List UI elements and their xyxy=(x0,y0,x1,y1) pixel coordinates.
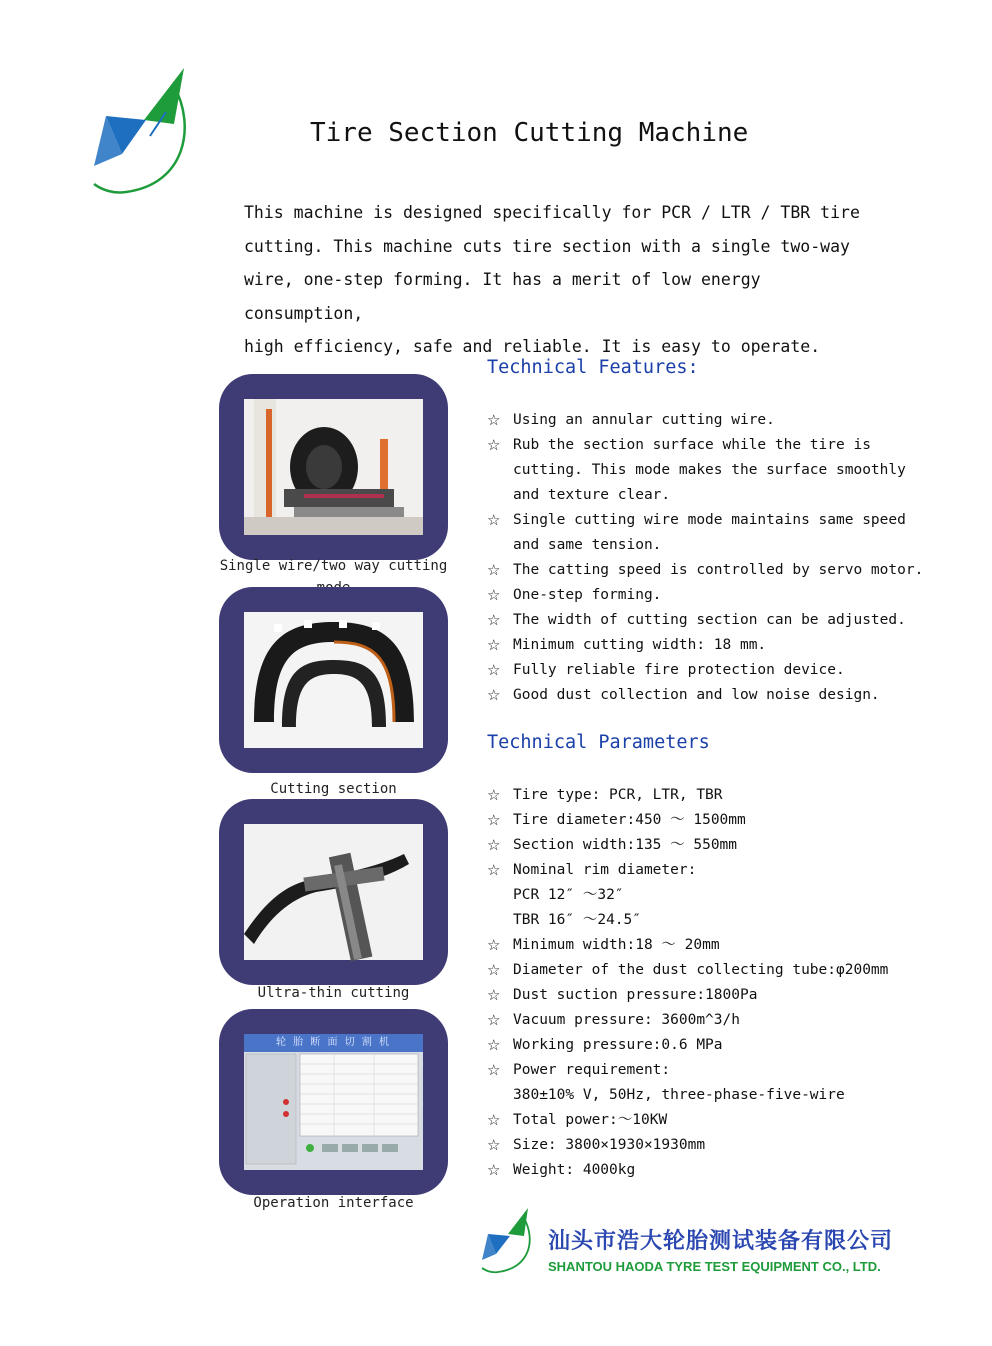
ultrathin-photo xyxy=(244,824,423,960)
list-item-text: Nominal rim diameter: xyxy=(513,862,697,878)
photo-frame-ultrathin xyxy=(219,799,448,985)
list-item-text: Fully reliable fire protection device. xyxy=(513,662,845,678)
star-bullet-icon: ☆ xyxy=(487,786,501,804)
list-item xyxy=(487,933,967,958)
list-item-text: Size: 3800×1930×1930mm xyxy=(513,1137,706,1153)
list-item-continuation xyxy=(487,483,967,508)
list-item xyxy=(487,833,967,858)
list-item-text: Diameter of the dust collecting tube:φ200mm xyxy=(513,962,889,978)
list-item-text: The width of cutting section can be adjusted. xyxy=(513,612,906,628)
parameters-list xyxy=(487,783,967,1183)
list-item-continuation xyxy=(487,533,967,558)
list-item-text: Vacuum pressure: 3600m^3/h xyxy=(513,1012,740,1028)
list-item xyxy=(487,808,967,833)
star-bullet-icon: ☆ xyxy=(487,561,501,579)
list-item xyxy=(487,683,967,708)
list-item xyxy=(487,1033,967,1058)
list-item xyxy=(487,858,967,883)
indent-spacer xyxy=(487,883,513,908)
star-bullet-icon: ☆ xyxy=(487,936,501,954)
star-bullet-icon: ☆ xyxy=(487,1111,501,1129)
star-bullet-icon: ☆ xyxy=(487,1161,501,1179)
list-item xyxy=(487,633,967,658)
list-item-text: Good dust collection and low noise design. xyxy=(513,687,880,703)
list-item xyxy=(487,983,967,1008)
list-item-text: Minimum width:18 ～ 20mm xyxy=(513,937,720,953)
star-bullet-icon: ☆ xyxy=(487,861,501,879)
list-item-text: PCR 12″ ～32″ xyxy=(513,887,624,903)
list-item xyxy=(487,1133,967,1158)
list-item-continuation xyxy=(487,458,967,483)
list-item xyxy=(487,783,967,808)
list-item xyxy=(487,508,967,533)
photo-frame-interface xyxy=(219,1009,448,1195)
star-bullet-icon: ☆ xyxy=(487,511,501,529)
list-item xyxy=(487,558,967,583)
company-logo xyxy=(86,66,198,198)
list-item-text: Section width:135 ～ 550mm xyxy=(513,837,738,853)
star-bullet-icon: ☆ xyxy=(487,611,501,629)
star-bullet-icon: ☆ xyxy=(487,986,501,1004)
indent-spacer xyxy=(487,908,513,933)
list-item-text: Rub the section surface while the tire is xyxy=(513,437,871,453)
screen-title: 轮 胎 断 面 切 割 机 xyxy=(244,1034,423,1052)
indent-spacer xyxy=(487,1083,513,1108)
parameters-heading: Technical Parameters xyxy=(487,732,710,753)
list-item xyxy=(487,608,967,633)
features-list xyxy=(487,408,967,708)
list-item-text: Weight: 4000kg xyxy=(513,1162,636,1178)
photo-frame-section xyxy=(219,587,448,773)
list-item-text: Tire type: PCR, LTR, TBR xyxy=(513,787,723,803)
star-bullet-icon: ☆ xyxy=(487,1136,501,1154)
list-item-text: The catting speed is controlled by servo motor. xyxy=(513,562,924,578)
star-bullet-icon: ☆ xyxy=(487,686,501,704)
star-bullet-icon: ☆ xyxy=(487,836,501,854)
list-item-text: Total power:～10KW xyxy=(513,1112,668,1128)
star-bullet-icon: ☆ xyxy=(487,586,501,604)
intro-paragraph xyxy=(244,196,884,364)
star-bullet-icon: ☆ xyxy=(487,436,501,454)
list-item-text: 380±10% V, 50Hz, three-phase-five-wire xyxy=(513,1087,845,1103)
star-bullet-icon: ☆ xyxy=(487,1011,501,1029)
list-item-continuation xyxy=(487,1083,967,1108)
list-item xyxy=(487,1058,967,1083)
star-bullet-icon: ☆ xyxy=(487,411,501,429)
list-item-text: Power requirement: xyxy=(513,1062,671,1078)
list-item-text: Single cutting wire mode maintains same speed xyxy=(513,512,906,528)
list-item-text: Minimum cutting width: 18 mm. xyxy=(513,637,767,653)
company-name-cn: 汕头市浩大轮胎测试装备有限公司 xyxy=(548,1229,894,1254)
list-item xyxy=(487,583,967,608)
intro-line: high efficiency, safe and reliable. It is easy to operate. xyxy=(244,337,821,356)
list-item-text: cutting. This mode makes the surface smoothly xyxy=(513,462,906,478)
list-item-text: and same tension. xyxy=(513,537,662,553)
intro-line: cutting. This machine cuts tire section with a single two-way xyxy=(244,236,850,256)
list-item-text: and texture clear. xyxy=(513,487,671,503)
star-bullet-icon: ☆ xyxy=(487,811,501,829)
star-bullet-icon: ☆ xyxy=(487,636,501,654)
photo-frame-machine xyxy=(219,374,448,560)
intro-line: wire, one-step forming. It has a merit of low energy consumption, xyxy=(244,270,761,323)
features-heading: Technical Features: xyxy=(487,357,699,378)
list-item xyxy=(487,408,967,433)
list-item-text: Using an annular cutting wire. xyxy=(513,412,775,428)
indent-spacer xyxy=(487,483,513,508)
list-item xyxy=(487,1008,967,1033)
list-item-continuation xyxy=(487,908,967,933)
company-name-en: SHANTOU HAODA TYRE TEST EQUIPMENT CO., LTD. xyxy=(548,1259,881,1274)
list-item xyxy=(487,433,967,458)
machine-photo xyxy=(244,399,423,535)
interface-screenshot xyxy=(244,1034,423,1170)
list-item xyxy=(487,958,967,983)
caption-operation-interface: Operation interface xyxy=(253,1195,414,1211)
list-item-text: Tire diameter:450 ～ 1500mm xyxy=(513,812,746,828)
caption-cutting-section: Cutting section xyxy=(270,781,397,797)
page-title: Tire Section Cutting Machine xyxy=(310,118,749,148)
star-bullet-icon: ☆ xyxy=(487,1061,501,1079)
footer-logo xyxy=(478,1206,538,1276)
caption-single-wire: Single wire/two way cutting xyxy=(219,558,448,574)
indent-spacer xyxy=(487,458,513,483)
list-item-text: One-step forming. xyxy=(513,587,662,603)
list-item-text: Working pressure:0.6 MPa xyxy=(513,1037,723,1053)
list-item xyxy=(487,658,967,683)
section-photo xyxy=(244,612,423,748)
list-item-text: Dust suction pressure:1800Pa xyxy=(513,987,758,1003)
indent-spacer xyxy=(487,533,513,558)
star-bullet-icon: ☆ xyxy=(487,961,501,979)
star-bullet-icon: ☆ xyxy=(487,1036,501,1054)
list-item xyxy=(487,1108,967,1133)
list-item-text: TBR 16″ ～24.5″ xyxy=(513,912,641,928)
caption-ultra-thin: Ultra-thin cutting xyxy=(257,985,410,1001)
star-bullet-icon: ☆ xyxy=(487,661,501,679)
list-item-continuation xyxy=(487,883,967,908)
list-item xyxy=(487,1158,967,1183)
intro-line: This machine is designed specifically for PCR / LTR / TBR tire xyxy=(244,203,860,222)
